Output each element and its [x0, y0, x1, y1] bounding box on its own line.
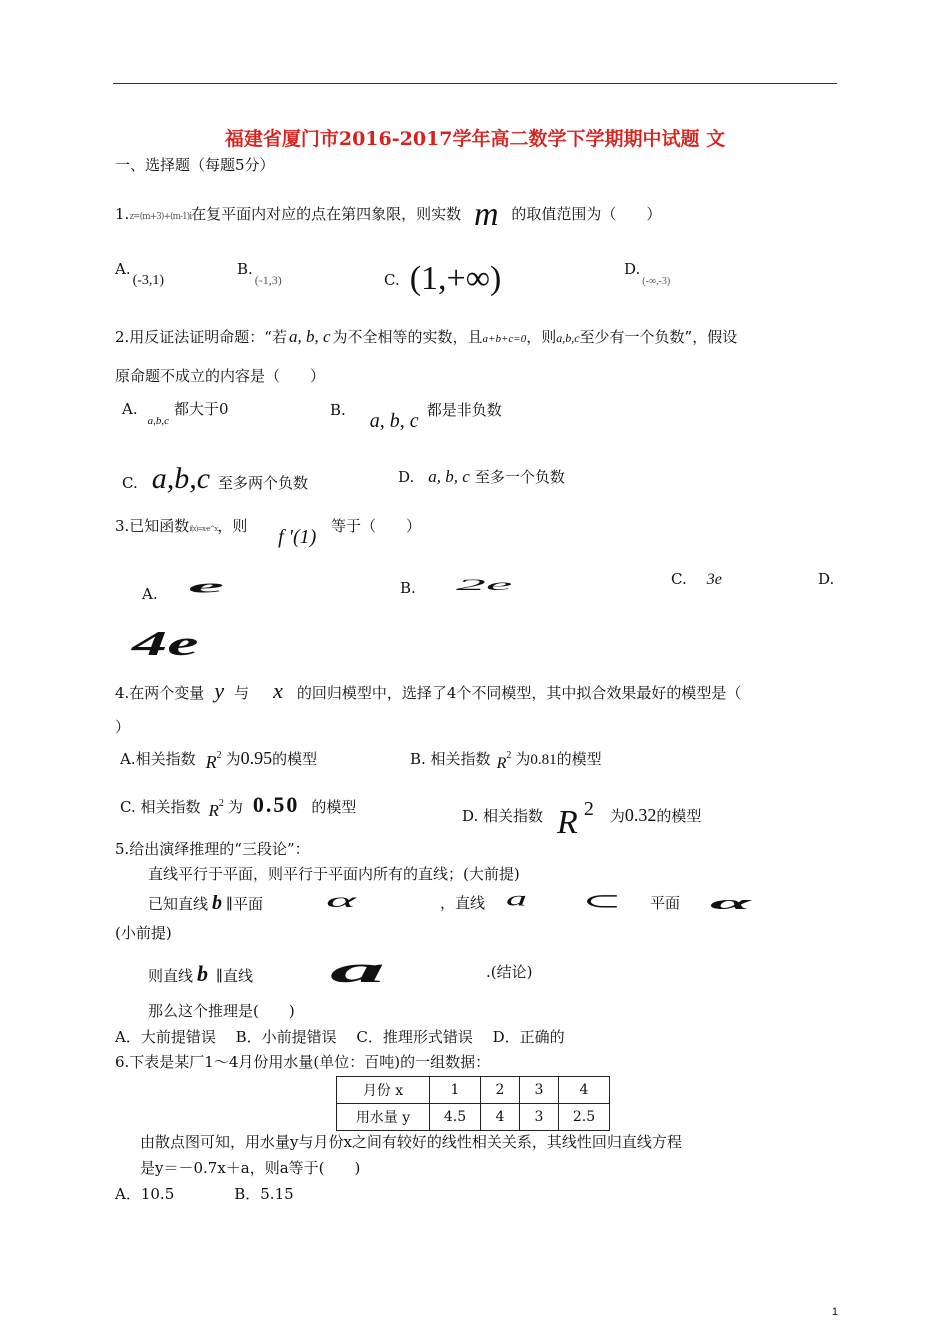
q5-minor-premise-a: 已知直线 b ∥平面 [148, 892, 263, 914]
question-2: 2.用反证法证明命题：“若 a, b, c 为不全相等的实数，且a+b+c=0，则a,b,c至少有一个负数”，假设 [115, 327, 738, 346]
q6-line-1: 由散点图可知，用水量y与月份x之间有较好的线性相关关系，其线性回归直线方程 [140, 1133, 682, 1151]
q1-option-b: $B._{(-1,3)}$ [237, 260, 282, 287]
q4-close-paren: ） [115, 718, 131, 736]
table-cell: 用水量 y [337, 1104, 430, 1131]
table-cell: 4 [559, 1077, 610, 1104]
water-usage-table [336, 1076, 610, 1131]
q4-option-a: A.相关指数 $R^2$ 为0.95的模型 [120, 748, 318, 772]
q2-option-c: C. a,b,c 至多两个负数 [122, 462, 309, 495]
page-title: 福建省厦门市2016-2017学年高二数学下学期期中试题 文 [224, 128, 726, 150]
q4-option-d: D. 相关指数 R $^2$ 为0.32的模型 [462, 798, 702, 841]
table-row [337, 1104, 610, 1131]
q2-option-d: D. a, b, c 至多一个负数 [398, 467, 565, 486]
q4-option-b: B. 相关指数 $R^2$ 为0.81的模型 [410, 750, 602, 772]
q2-option-b: B. a, b, c 都是非负数 [330, 401, 502, 432]
q5-var-a: a [506, 888, 527, 911]
q1-expression: z=(m+3)+(m-1)i [129, 212, 192, 222]
q3-option-d-value: 4e [132, 623, 199, 664]
q3-option-d-label: D. [818, 570, 835, 588]
table-cell: 月份 x [337, 1077, 430, 1104]
q6-line-2: 是y＝－0.7x＋a，则a等于( ) [140, 1159, 361, 1177]
q3-function: f(x)=x·e^x [189, 525, 218, 533]
q3-option-a: A. e [142, 576, 224, 603]
table-cell: 3 [520, 1077, 559, 1104]
q1-option-d: $D._{(-\infty,-3)}$ [624, 260, 671, 287]
question-1: 1.z=(m+3)+(m-1)i在复平面内对应的点在第四象限，则实数 m 的取值范围为（ ） [115, 196, 662, 233]
q6-options: A．10.5 B．5.15 [115, 1185, 294, 1203]
q5-alpha: α [326, 889, 356, 912]
question-3: 3.已知函数f(x)=x·e^x，则 f '(1) 等于（ ） [115, 517, 422, 548]
table-cell: 2 [481, 1077, 520, 1104]
q2-line-2: 原命题不成立的内容是（ ） [115, 367, 326, 385]
q5-conclusion-var-a: a [330, 948, 385, 990]
table-cell: 4 [481, 1104, 520, 1131]
page-number: 1 [831, 1306, 838, 1318]
q5-alpha-2: α [710, 891, 751, 913]
q5-minor-premise-c: ，直线 [440, 894, 486, 912]
q5-ask: 那么这个推理是( ) [148, 1002, 295, 1020]
q5-minor-tag: (小前提) [115, 924, 172, 942]
q5-major-premise: 直线平行于平面，则平行于平面内所有的直线；(大前提) [148, 865, 520, 883]
q1-option-a: A.(-3,1) [115, 260, 165, 288]
q4-option-c: C. 相关指数 $R^2$ 为 0.50 的模型 [120, 792, 357, 820]
table-row [337, 1077, 610, 1104]
q2-option-a: $A._{a,b,c}$都大于0 [122, 400, 229, 427]
q5-minor-premise-d: 平面 [650, 894, 681, 912]
q5-options: A．大前提错误 B．小前提错误 C．推理形式错误 D．正确的 [115, 1028, 565, 1046]
q5-conclusion-tag: .(结论) [486, 963, 533, 981]
q5-conclusion: 则直线 b ∥直线 [148, 961, 253, 986]
q1-option-c: C. (1,+∞) [384, 260, 502, 297]
q3-derivative: f '(1) [278, 526, 317, 548]
question-6: 6.下表是某厂1～4月份用水量(单位：百吨)的一组数据： [115, 1053, 491, 1071]
q5-subset-symbol: ⊂ [582, 890, 622, 913]
q3-option-b: B. 2e [400, 576, 513, 597]
table-cell: 3 [520, 1104, 559, 1131]
question-5: 5.给出演绎推理的“三段论”： [115, 840, 310, 858]
table-cell: 1 [430, 1077, 481, 1104]
question-4: 4.在两个变量 y 与 x 的回归模型中，选择了4个不同模型，其中拟合效果最好的模型是（ [115, 678, 742, 703]
table-cell: 2.5 [559, 1104, 610, 1131]
table-cell: 4.5 [430, 1104, 481, 1131]
top-rule [113, 83, 837, 84]
q3-option-c: C. 3e [671, 570, 722, 588]
section-heading: 一、选择题（每题5分） [115, 156, 275, 174]
q1-var-m: m [473, 196, 499, 233]
